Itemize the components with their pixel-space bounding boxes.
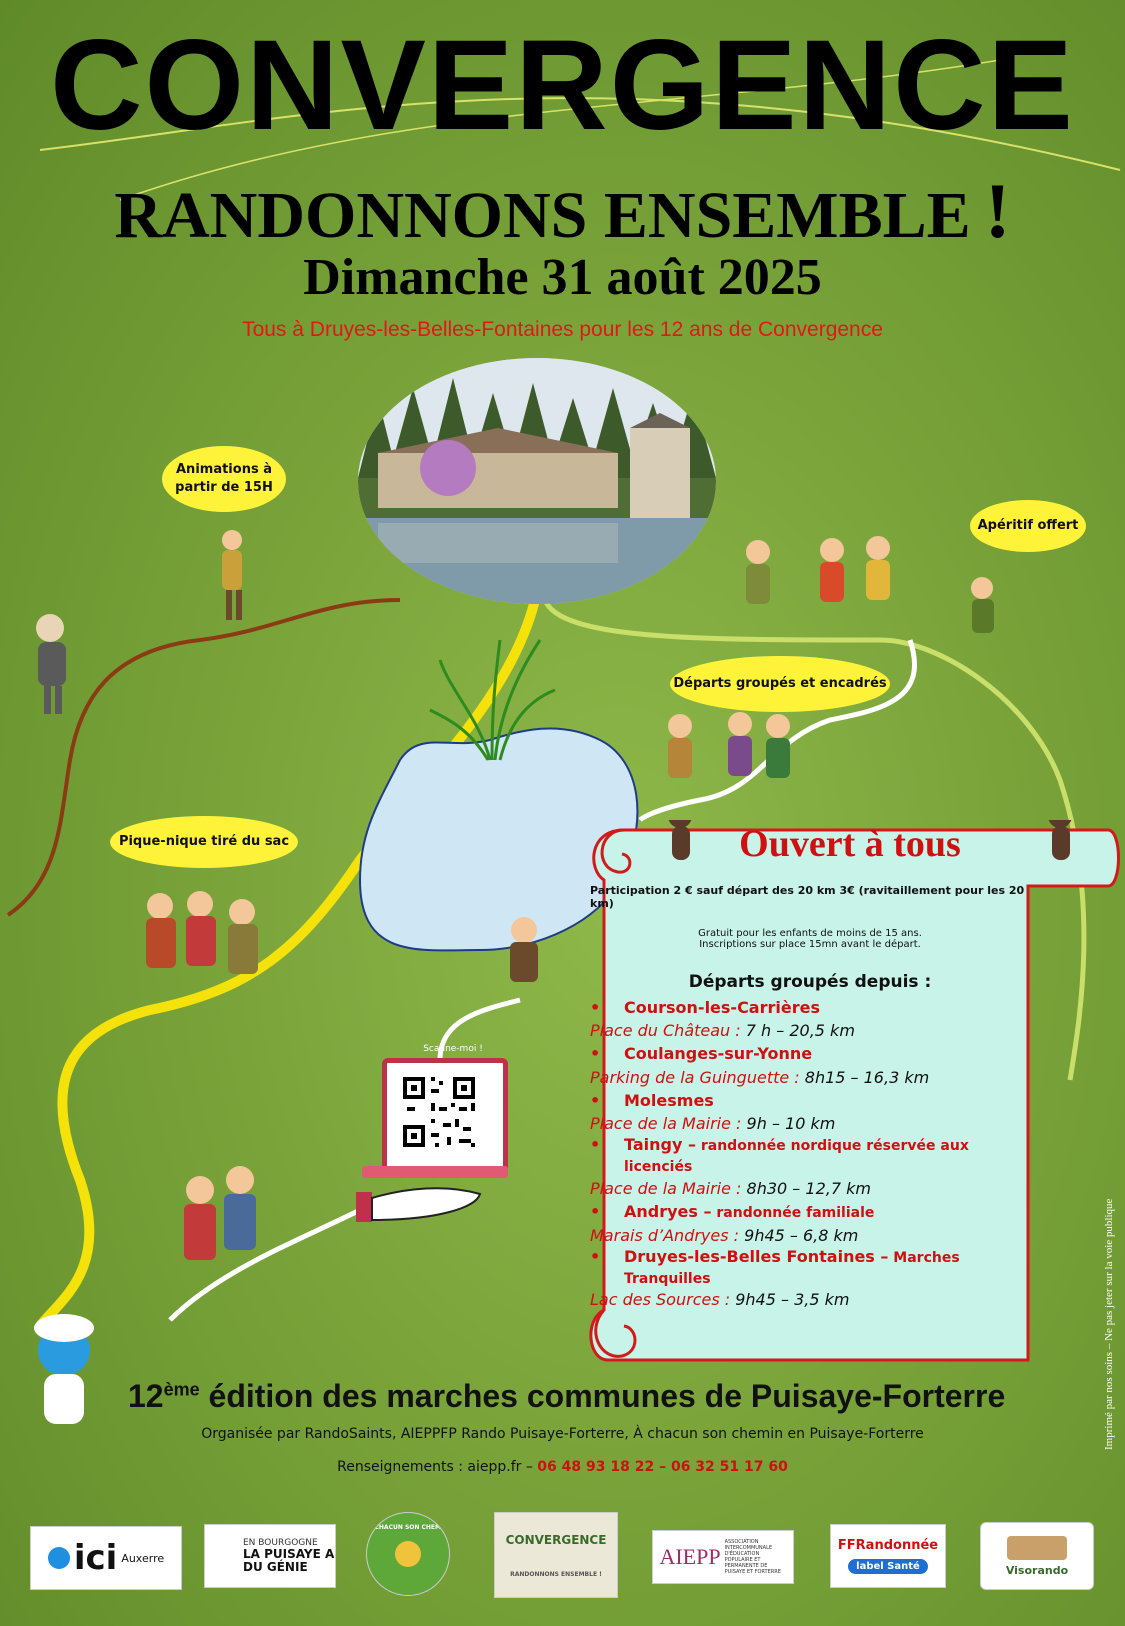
departure-town: Courson-les-Carrières — [624, 998, 820, 1017]
vertical-note — [1098, 1090, 1118, 1450]
departure-place — [590, 1112, 1030, 1135]
departure-place — [590, 1066, 1030, 1089]
logo-aiepp[interactable] — [652, 1530, 794, 1584]
departure-details: 8h15 – 16,3 km — [799, 1067, 930, 1087]
edition-number: 12 — [128, 1378, 164, 1414]
castle-icon — [1007, 1536, 1067, 1560]
logo-ffr-sub: label Santé — [848, 1559, 928, 1574]
logo-ffr-text: FFRandonnée — [837, 1538, 939, 1553]
logo-convergence[interactable] — [494, 1512, 618, 1598]
departure-place — [590, 1019, 1030, 1042]
departure-place-name: Lac des Sources : — [590, 1290, 731, 1310]
logo-bourgogne-main: LA PUISAYE A DU GÉNIE — [243, 1546, 335, 1574]
departure-town: Andryes – — [624, 1202, 712, 1222]
logo-visorando-text: Visorando — [1005, 1563, 1069, 1577]
bubble-departs: Départs groupés et encadrés — [670, 656, 890, 712]
bullet: • — [590, 1090, 601, 1110]
departure-note: Marches Tranquilles — [624, 1249, 960, 1287]
departure-details: 7 h – 20,5 km — [740, 1021, 855, 1041]
departure-place — [590, 1224, 1030, 1247]
info-body — [590, 884, 1030, 1312]
hand-icon — [356, 1178, 486, 1230]
departure-item — [590, 996, 1030, 1019]
qr-code[interactable] — [382, 1058, 508, 1178]
departure-item — [590, 1135, 1030, 1177]
bubble-piquenique: Pique-nique tiré du sac — [110, 816, 298, 868]
qr-label: Scanne-moi ! — [423, 1044, 483, 1054]
departure-details: 8h30 – 12,7 km — [741, 1179, 871, 1199]
bullet: • — [590, 998, 601, 1017]
sun-icon — [395, 1541, 421, 1567]
subtitle-text: RANDONNONS ENSEMBLE — [114, 179, 971, 252]
mascot-icon — [34, 1314, 94, 1424]
logo-a-chacun-son-chemin[interactable] — [366, 1512, 450, 1596]
edition-sup: ème — [163, 1379, 200, 1400]
departure-note: randonnée familiale — [711, 1205, 875, 1222]
departure-place — [590, 1177, 1030, 1200]
bubble-aperitif: Apéritif offert — [970, 500, 1086, 552]
bullet: • — [590, 1135, 601, 1155]
bullet: • — [590, 1044, 601, 1064]
event-date: Dimanche 31 août 2025 — [303, 249, 822, 306]
bullet: • — [590, 1202, 601, 1222]
departure-item — [590, 1042, 1030, 1065]
organisers-line: Organisée par RandoSaints, AIEPPFP Rando Puisaye-Forterre, À chacun son chemin en Puisaye-Forterre — [201, 1426, 924, 1442]
edition-line — [128, 1378, 1078, 1415]
departure-item — [590, 1200, 1030, 1223]
qr-code-icon — [387, 1063, 493, 1163]
departure-town: Molesmes — [624, 1090, 714, 1110]
logo-aiepp-sub: ASSOCIATION INTERCOMMUNALE D'ÉDUCATION POPULAIRE ET PERMANENTE DE PUISAYE ET FORTERRE — [724, 1539, 781, 1575]
free-text: Gratuit pour les enfants de moins de 15 ans. — [698, 928, 922, 939]
departure-item — [590, 1247, 1030, 1289]
departure-details: 9h – 10 km — [741, 1114, 836, 1134]
logo-visorando[interactable] — [980, 1522, 1094, 1590]
bullet: • — [590, 1246, 601, 1266]
departure-place-name: Marais d’Andryes : — [590, 1225, 740, 1245]
departure-details: 9h45 – 3,5 km — [730, 1290, 850, 1310]
qr-tablet-base — [362, 1166, 508, 1178]
logo-ici-text: ici — [73, 1538, 118, 1578]
departs-heading: Départs groupés depuis : — [688, 972, 932, 992]
vertical-note-text: Imprimé par nos soins – Ne pas jeter sur la voie publique — [1103, 1198, 1115, 1450]
contact-line — [0, 1459, 1125, 1475]
logo-ici-auxerre[interactable] — [30, 1526, 182, 1590]
logo-ffrandonnee[interactable] — [830, 1524, 946, 1588]
bubble-animations: Animations à partir de 15H — [162, 446, 286, 512]
logo-ici-sub: Auxerre — [121, 1551, 165, 1565]
logo-aiepp-text: AIEPP — [659, 1544, 721, 1569]
event-tagline: Tous à Druyes-les-Belles-Fontaines pour les 12 ans de Convergence — [242, 318, 883, 341]
departure-place-name: Place de la Mairie : — [590, 1179, 742, 1199]
info-heading: Ouvert à tous — [739, 823, 961, 865]
edition-text: édition des marches communes de Puisaye-Forterre — [199, 1378, 1006, 1414]
subtitle-exclamation: ! — [984, 167, 1011, 254]
departure-town: Taingy – — [624, 1135, 696, 1155]
departure-place — [590, 1288, 1030, 1311]
contact-phones: 06 48 93 18 22 – 06 32 51 17 60 — [537, 1459, 788, 1475]
logo-convergence-sub: RANDONNONS ENSEMBLE ! — [510, 1570, 602, 1578]
logo-puisaye-genie[interactable] — [204, 1524, 336, 1588]
hiker-icon — [222, 530, 242, 620]
departures-list — [590, 996, 1030, 1312]
departure-town: Druyes-les-Belles Fontaines – — [624, 1246, 889, 1266]
departure-town: Coulanges-sur-Yonne — [624, 1044, 813, 1064]
participation-text: Participation 2 € sauf départ des 20 km 3€ (ravitaillement pour les 20 km) — [590, 884, 1025, 910]
logo-convergence-text: CONVERGENCE — [505, 1532, 607, 1547]
logo-chemin-text: À CHACUN SON CHEMIN — [367, 1523, 449, 1531]
departure-place-name: Place de la Mairie : — [590, 1114, 742, 1134]
poster-title: CONVERGENCE — [50, 14, 1075, 157]
departure-place-name: Parking de la Guinguette : — [590, 1067, 800, 1087]
departure-place-name: Place du Château : — [590, 1021, 741, 1041]
logo-bourgogne-top: EN BOURGOGNE — [243, 1537, 318, 1548]
contact-prefix: Renseignements : aiepp.fr – — [337, 1459, 538, 1475]
inscriptions-text: Inscriptions sur place 15mn avant le départ. — [699, 939, 921, 950]
departure-item — [590, 1089, 1030, 1112]
ici-dot-icon — [48, 1547, 70, 1569]
departure-note: randonnée nordique réservée aux licenciés — [624, 1138, 969, 1176]
departure-details: 9h45 – 6,8 km — [739, 1225, 859, 1245]
